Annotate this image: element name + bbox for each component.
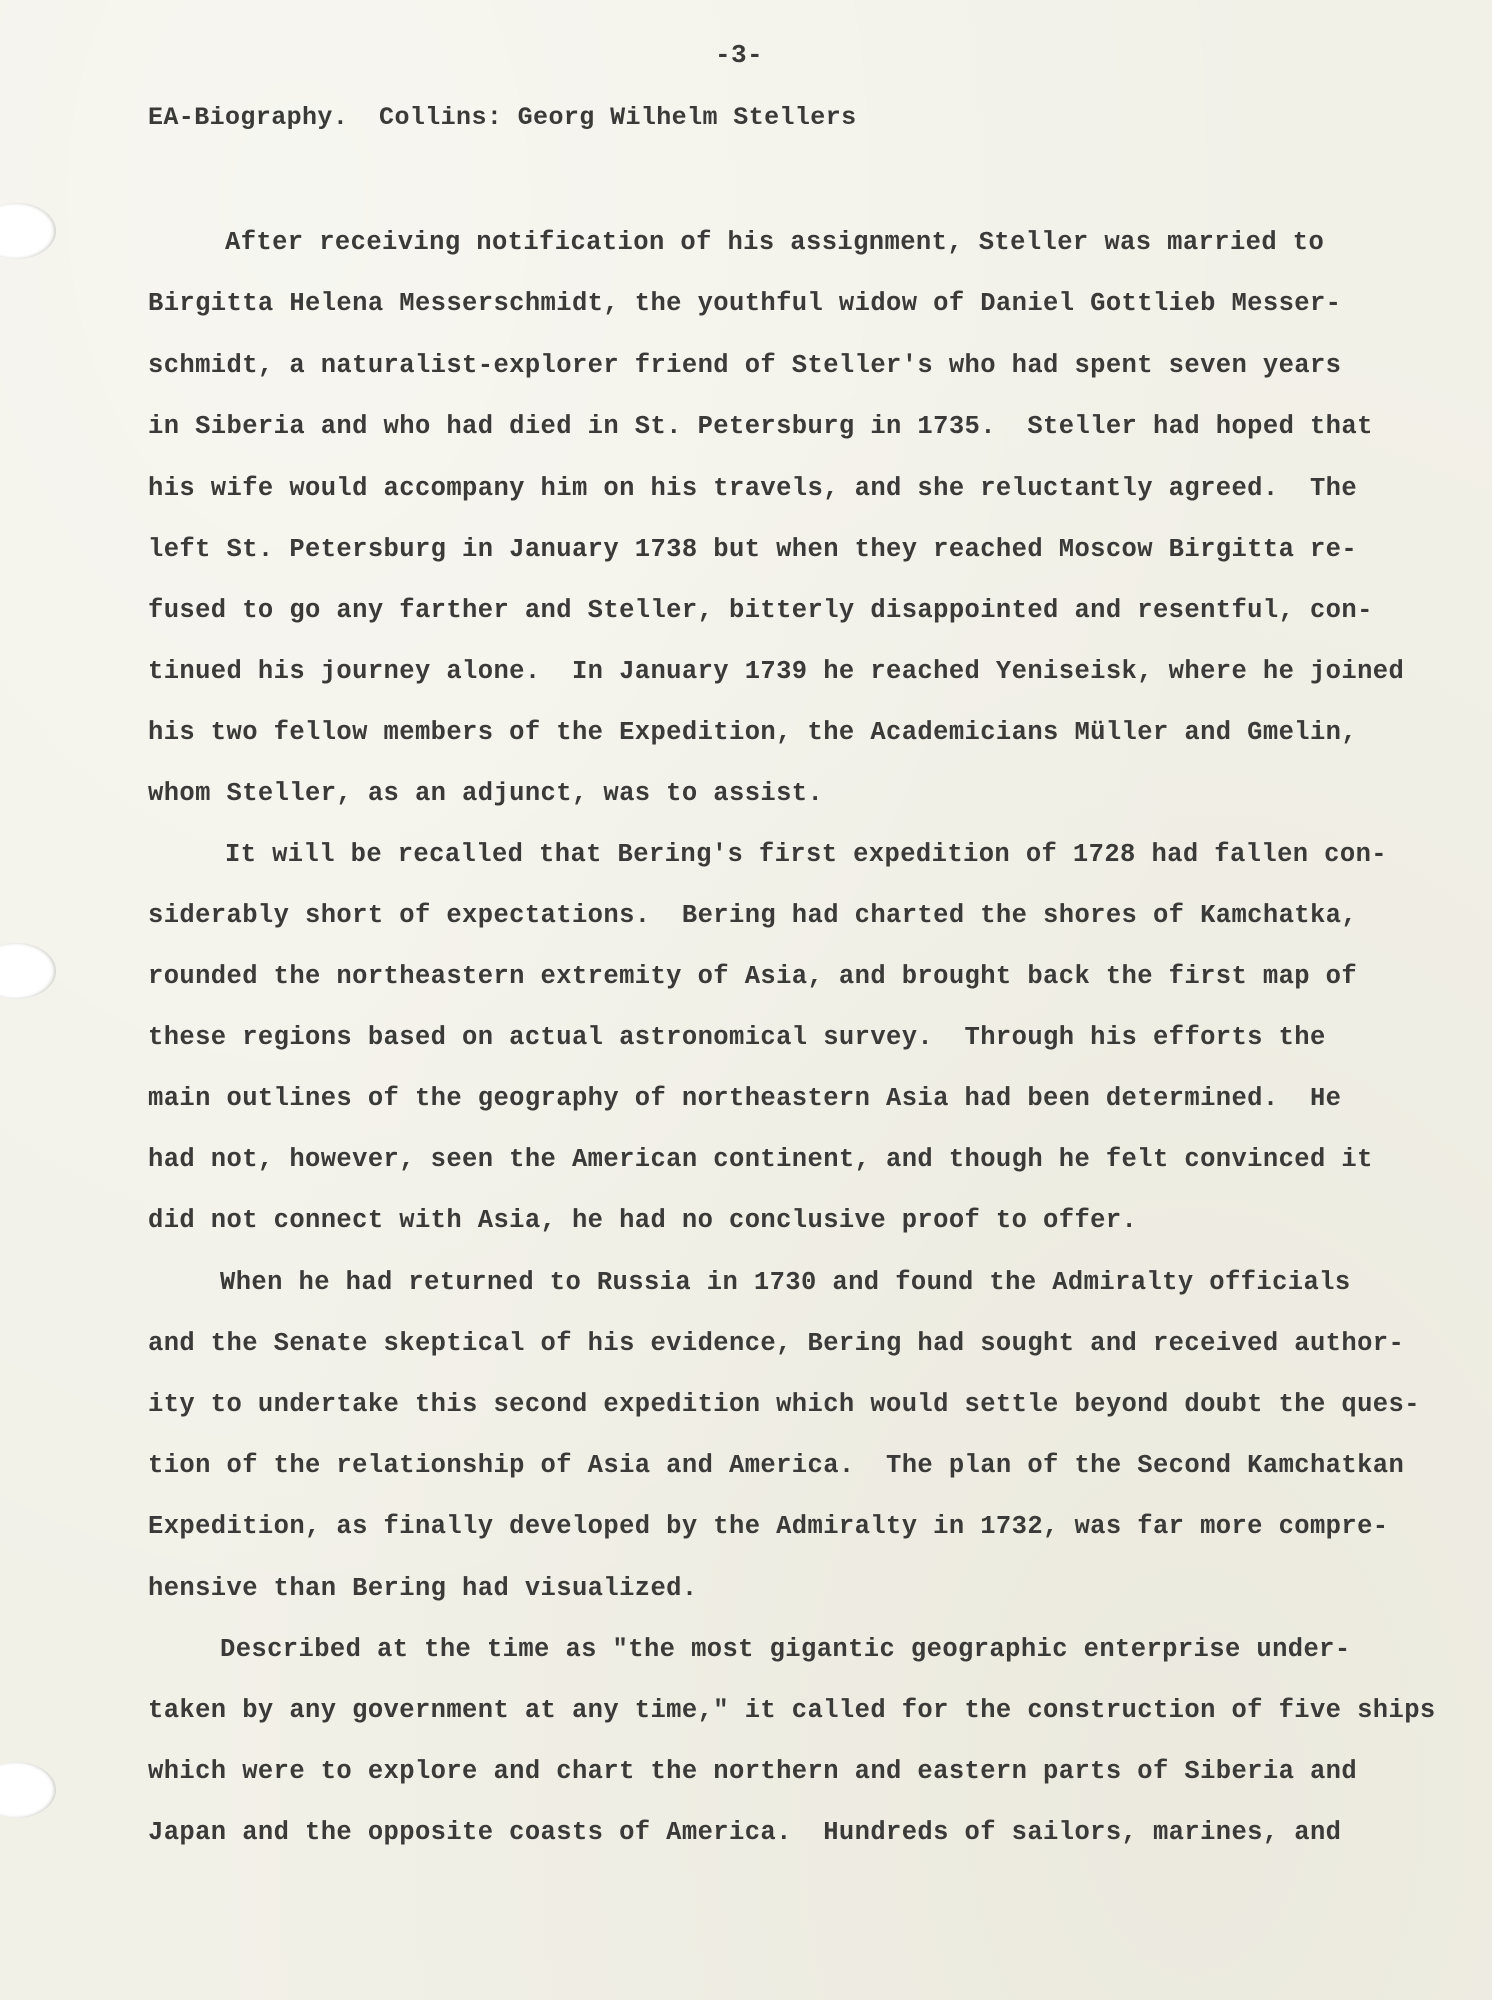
text-line: fused to go any farther and Steller, bitterly disappointed and resentful, con- bbox=[148, 596, 1373, 625]
text-line: hensive than Bering had visualized. bbox=[148, 1574, 698, 1603]
text-line: whom Steller, as an adjunct, was to assist. bbox=[148, 779, 824, 808]
text-line: ity to undertake this second expedition which would settle beyond doubt the ques- bbox=[148, 1390, 1420, 1419]
text-line: schmidt, a naturalist-explorer friend of Steller's who had spent seven years bbox=[148, 351, 1342, 380]
text-line: his two fellow members of the Expedition, the Academicians Müller and Gmelin, bbox=[148, 718, 1358, 747]
text-line: rounded the northeastern extremity of Asia, and brought back the first map of bbox=[148, 962, 1358, 991]
text-line: After receiving notification of his assignment, Steller was married to bbox=[225, 228, 1325, 257]
text-line: did not connect with Asia, he had no conclusive proof to offer. bbox=[148, 1206, 1138, 1235]
text-line: When he had returned to Russia in 1730 and found the Admiralty officials bbox=[220, 1268, 1351, 1297]
text-line: Expedition, as finally developed by the Admiralty in 1732, was far more compre- bbox=[148, 1512, 1389, 1541]
text-line: siderably short of expectations. Bering had charted the shores of Kamchatka, bbox=[148, 901, 1358, 930]
text-line: Birgitta Helena Messerschmidt, the youthful widow of Daniel Gottlieb Messer- bbox=[148, 289, 1342, 318]
page-number: -3- bbox=[715, 40, 764, 70]
document-header: EA-Biography. Collins: Georg Wilhelm Stellers bbox=[148, 103, 857, 132]
text-line: these regions based on actual astronomical survey. Through his efforts the bbox=[148, 1023, 1326, 1052]
text-line: Described at the time as "the most gigantic geographic enterprise under- bbox=[220, 1635, 1351, 1664]
text-line: main outlines of the geography of northeastern Asia had been determined. He bbox=[148, 1084, 1342, 1113]
text-line: his wife would accompany him on his travels, and she reluctantly agreed. The bbox=[148, 474, 1358, 503]
text-line: Japan and the opposite coasts of America. Hundreds of sailors, marines, and bbox=[148, 1818, 1342, 1847]
text-line: taken by any government at any time," it called for the construction of five ships bbox=[148, 1696, 1436, 1725]
text-line: tion of the relationship of Asia and America. The plan of the Second Kamchatkan bbox=[148, 1451, 1405, 1480]
text-line: and the Senate skeptical of his evidence, Bering had sought and received author- bbox=[148, 1329, 1405, 1358]
text-line: left St. Petersburg in January 1738 but when they reached Moscow Birgitta re- bbox=[148, 535, 1358, 564]
text-line: which were to explore and chart the northern and eastern parts of Siberia and bbox=[148, 1757, 1358, 1786]
text-line: tinued his journey alone. In January 1739 he reached Yeniseisk, where he joined bbox=[148, 657, 1405, 686]
text-line: It will be recalled that Bering's first expedition of 1728 had fallen con- bbox=[225, 840, 1387, 869]
text-line: in Siberia and who had died in St. Petersburg in 1735. Steller had hoped that bbox=[148, 412, 1373, 441]
text-line: had not, however, seen the American continent, and though he felt convinced it bbox=[148, 1145, 1373, 1174]
